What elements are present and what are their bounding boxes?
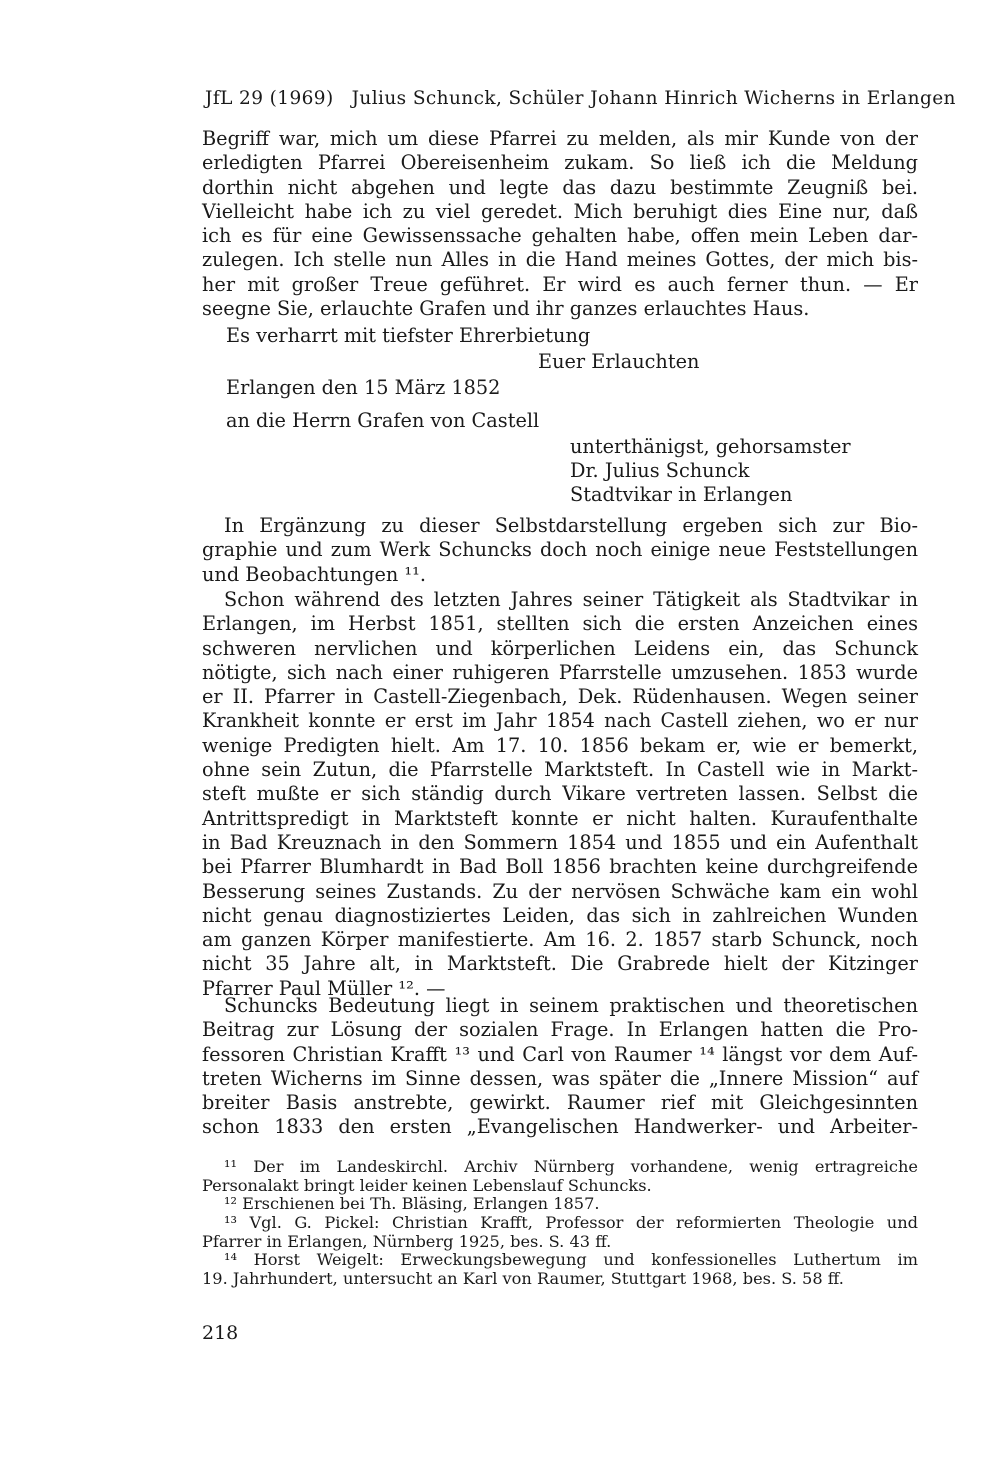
letter-place-date: Erlangen den 15 März 1852 <box>226 376 501 399</box>
text-line: Begriff war, mich um diese Pfarrei zu melden, als mir Kunde von der <box>202 127 918 150</box>
paragraph-1 <box>202 127 918 321</box>
text-line: Vielleicht habe ich zu viel geredet. Mich beruhigt dies Eine nur, daß <box>202 199 918 223</box>
text-line: Erlangen, im Herbst 1851, stellten sich die ersten Anzeichen eines <box>202 612 918 636</box>
text-line: schon 1833 den ersten „Evangelischen Handwerker- und Arbeiter- <box>202 1115 918 1139</box>
text-line: ohne sein Zutun, die Pfarrstelle Marktsteft. In Castell wie in Markt- <box>202 758 918 782</box>
text-line: ich es für eine Gewissenssache gehalten habe, offen mein Leben dar- <box>202 224 918 248</box>
letter-signature-1: unterthänigst, gehorsamster <box>570 435 851 458</box>
text-line: nicht genau diagnostiziertes Leiden, das sich in zahlreichen Wunden <box>202 903 918 927</box>
text-line: nicht 35 Jahre alt, in Marktsteft. Die Grabrede hielt der Kitzinger <box>202 952 918 976</box>
paragraph-3 <box>202 588 918 1001</box>
text-line: In Ergänzung zu dieser Selbstdarstellung ergeben sich zur Bio- <box>224 514 918 537</box>
text-line: bei Pfarrer Blumhardt in Bad Boll 1856 brachten keine durchgreifende <box>202 855 918 879</box>
letter-signature-3: Stadtvikar in Erlangen <box>570 483 793 506</box>
page-number: 218 <box>202 1322 239 1344</box>
text-line: am ganzen Körper manifestierte. Am 16. 2. 1857 starb Schunck, noch <box>202 928 918 952</box>
journal-reference: JfL 29 (1969) <box>205 88 334 109</box>
text-line: Besserung seines Zustands. Zu der nervösen Schwäche kam ein wohl <box>202 879 918 903</box>
text-line: nötigte, sich nach einer ruhigeren Pfarrstelle umzusehen. 1853 wurde <box>202 660 918 684</box>
running-header <box>205 88 956 109</box>
text-line: in Bad Kreuznach in den Sommern 1854 und 1855 und ein Aufenthalt <box>202 830 918 854</box>
text-line: treten Wicherns im Sinne dessen, was später die „Innere Mission“ auf <box>202 1066 918 1090</box>
text-line: Schon während des letzten Jahres seiner Tätigkeit als Stadtvikar in <box>224 588 918 611</box>
footnote-14-line-2: 19. Jahrhundert, untersucht an Karl von Raumer, Stuttgart 1968, bes. S. 58 ff. <box>202 1269 844 1289</box>
footnote-12: ¹² Erschienen bei Th. Bläsing, Erlangen 1857. <box>224 1194 600 1214</box>
text-line: zulegen. Ich stelle nun Alles in die Hand meines Gottes, der mich bis- <box>202 248 918 272</box>
text-line: dorthin nicht abgehen und legte das dazu bestimmte Zeugniß bei. <box>202 175 918 199</box>
text-line: Schuncks Bedeutung liegt in seinem praktischen und theoretischen <box>224 994 918 1017</box>
text-line: fessoren Christian Krafft ¹³ und Carl von Raumer ¹⁴ längst vor dem Auf- <box>202 1042 918 1066</box>
text-line: Antrittspredigt in Marktsteft konnte er nicht halten. Kuraufenthalte <box>202 806 918 830</box>
running-title: Julius Schunck, Schüler Johann Hinrich Wicherns in Erlangen <box>351 88 956 109</box>
text-line: und Beobachtungen ¹¹. <box>202 562 427 586</box>
text-line: her mit großer Treue geführet. Er wird es auch ferner thun. — Er <box>202 272 918 296</box>
letter-address: Euer Erlauchten <box>538 350 700 373</box>
footnote-11-line-2: Personalakt bringt leider keinen Lebenslauf Schuncks. <box>202 1175 652 1195</box>
footnote-11-line-1: ¹¹ Der im Landeskirchl. Archiv Nürnberg vorhandene, wenig ertragreiche <box>224 1157 918 1176</box>
text-line: wenige Predigten hielt. Am 17. 10. 1856 bekam er, wie er bemerkt, <box>202 733 918 757</box>
text-line: breiter Basis anstrebte, gewirkt. Raumer rief mit Gleichgesinnten <box>202 1091 918 1115</box>
letter-signature-2: Dr. Julius Schunck <box>570 459 750 482</box>
text-line: Pfarrer Paul Müller ¹². — <box>202 976 446 1000</box>
letter-recipient: an die Herrn Grafen von Castell <box>226 409 540 432</box>
paragraph-4 <box>202 994 918 1140</box>
text-line: Krankheit konnte er erst im Jahr 1854 nach Castell ziehen, wo er nur <box>202 709 918 733</box>
text-line: erledigten Pfarrei Obereisenheim zukam. So ließ ich die Meldung <box>202 151 918 175</box>
footnote-13-line-1: ¹³ Vgl. G. Pickel: Christian Krafft, Professor der reformierten Theologie und <box>224 1213 918 1233</box>
paragraph-2 <box>202 514 918 587</box>
text-line: steft mußte er sich ständig durch Vikare vertreten lassen. Selbst die <box>202 782 918 806</box>
letter-closing: Es verharrt mit tiefster Ehrerbietung <box>226 324 591 347</box>
footnote-14-line-1: ¹⁴ Horst Weigelt: Erweckungsbewegung und konfessionelles Luthertum im <box>224 1250 918 1270</box>
footnotes <box>202 1158 918 1289</box>
text-line: Beitrag zur Lösung der sozialen Frage. In Erlangen hatten die Pro- <box>202 1018 918 1042</box>
text-line: seegne Sie, erlauchte Grafen und ihr ganzes erlauchtes Haus. <box>202 297 810 321</box>
text-line: schweren nervlichen und körperlichen Leidens ein, das Schunck <box>202 636 918 660</box>
footnote-13-line-2: Pfarrer in Erlangen, Nürnberg 1925, bes. S. 43 ff. <box>202 1231 612 1251</box>
text-line: er II. Pfarrer in Castell-Ziegenbach, Dek. Rüdenhausen. Wegen seiner <box>202 685 918 709</box>
text-line: graphie und zum Werk Schuncks doch noch einige neue Feststellungen <box>202 538 918 562</box>
